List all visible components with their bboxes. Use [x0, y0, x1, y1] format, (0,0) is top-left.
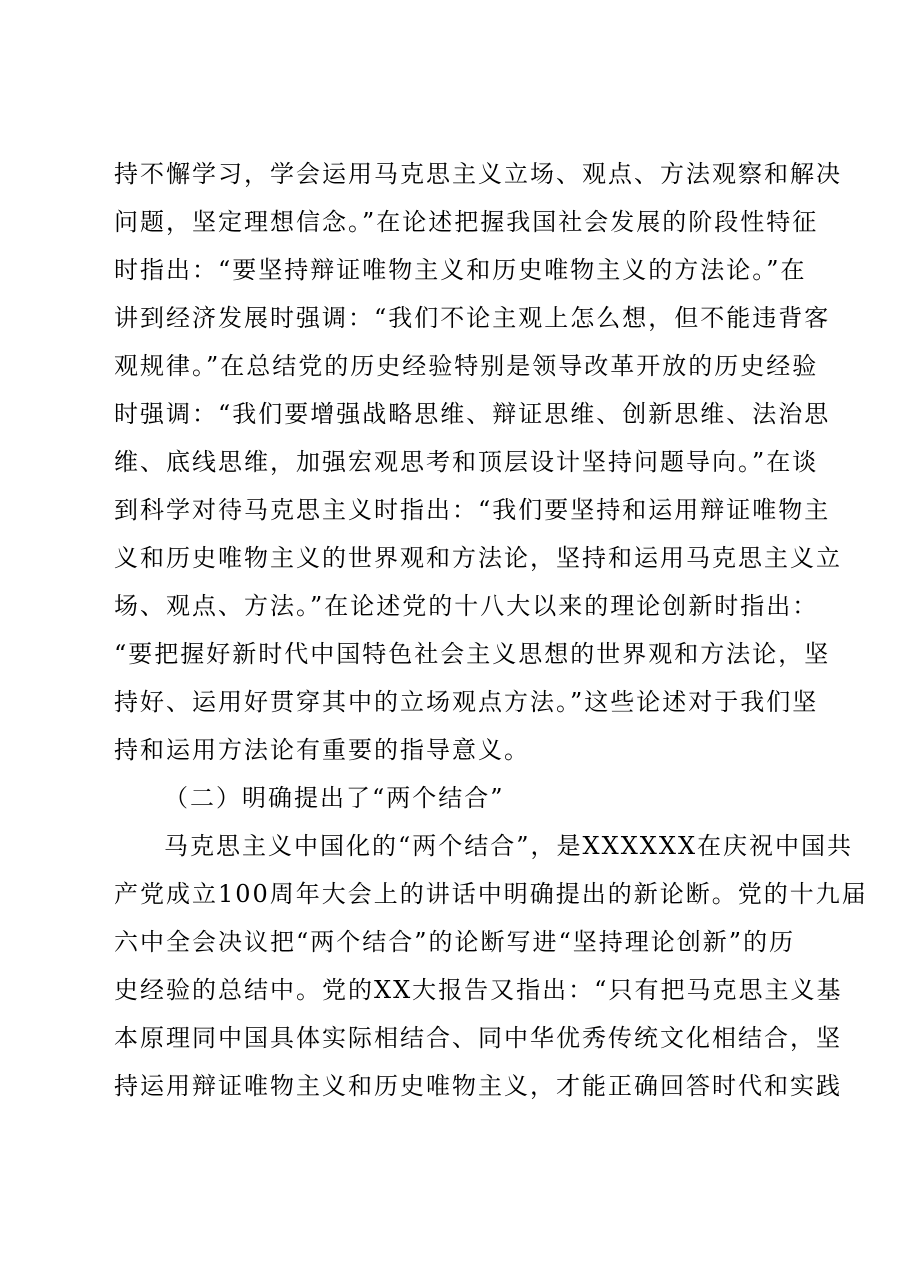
body-line: 史经验的总结中。党的XX大报告又指出：“只有把马克思主义基: [114, 976, 843, 1004]
body-line: 本原理同中国具体实际相结合、同中华优秀传统文化相结合，坚: [114, 1024, 842, 1052]
body-line: 时强调：“我们要增强战略思维、辩证思维、创新思维、法治思: [114, 400, 831, 428]
body-line: 持运用辩证唯物主义和历史唯物主义，才能正确回答时代和实践: [114, 1072, 842, 1100]
body-line: 到科学对待马克思主义时指出：“我们要坚持和运用辩证唯物主: [114, 496, 831, 524]
body-line: 维、底线思维，加强宏观思考和顶层设计坚持问题导向。”在谈: [114, 448, 819, 476]
body-line: 观规律。”在总结党的历史经验特别是领导改革开放的历史经验: [114, 352, 819, 380]
body-line: 义和历史唯物主义的世界观和方法论，坚持和运用马克思主义立: [114, 544, 842, 572]
document-body: [114, 150, 868, 1110]
body-line: 持不懈学习，学会运用马克思主义立场、观点、方法观察和解决: [114, 160, 842, 188]
body-line: 讲到经济发展时强调：“我们不论主观上怎么想，但不能违背客: [114, 304, 831, 332]
body-line: 六中全会决议把“两个结合”的论断写进“坚持理论创新”的历: [114, 928, 796, 956]
body-line: 场、观点、方法。”在论述党的十八大以来的理论创新时指出：: [114, 592, 819, 620]
body-line: 产党成立100周年大会上的讲话中明确提出的新论断。党的十九届: [114, 880, 868, 908]
body-line: 时指出：“要坚持辩证唯物主义和历史唯物主义的方法论。”在: [114, 256, 807, 284]
body-line: “要把握好新时代中国特色社会主义思想的世界观和方法论，坚: [114, 640, 831, 668]
body-line: 持和运用方法论有重要的指导意义。: [114, 736, 530, 764]
section-heading: （二）明确提出了“两个结合”: [164, 784, 505, 812]
body-line: 持好、运用好贯穿其中的立场观点方法。”这些论述对于我们坚: [114, 688, 819, 716]
body-line: 问题，坚定理想信念。”在论述把握我国社会发展的阶段性特征: [114, 208, 819, 236]
body-line: 马克思主义中国化的“两个结合”，是XXXXXX在庆祝中国共: [164, 832, 854, 860]
